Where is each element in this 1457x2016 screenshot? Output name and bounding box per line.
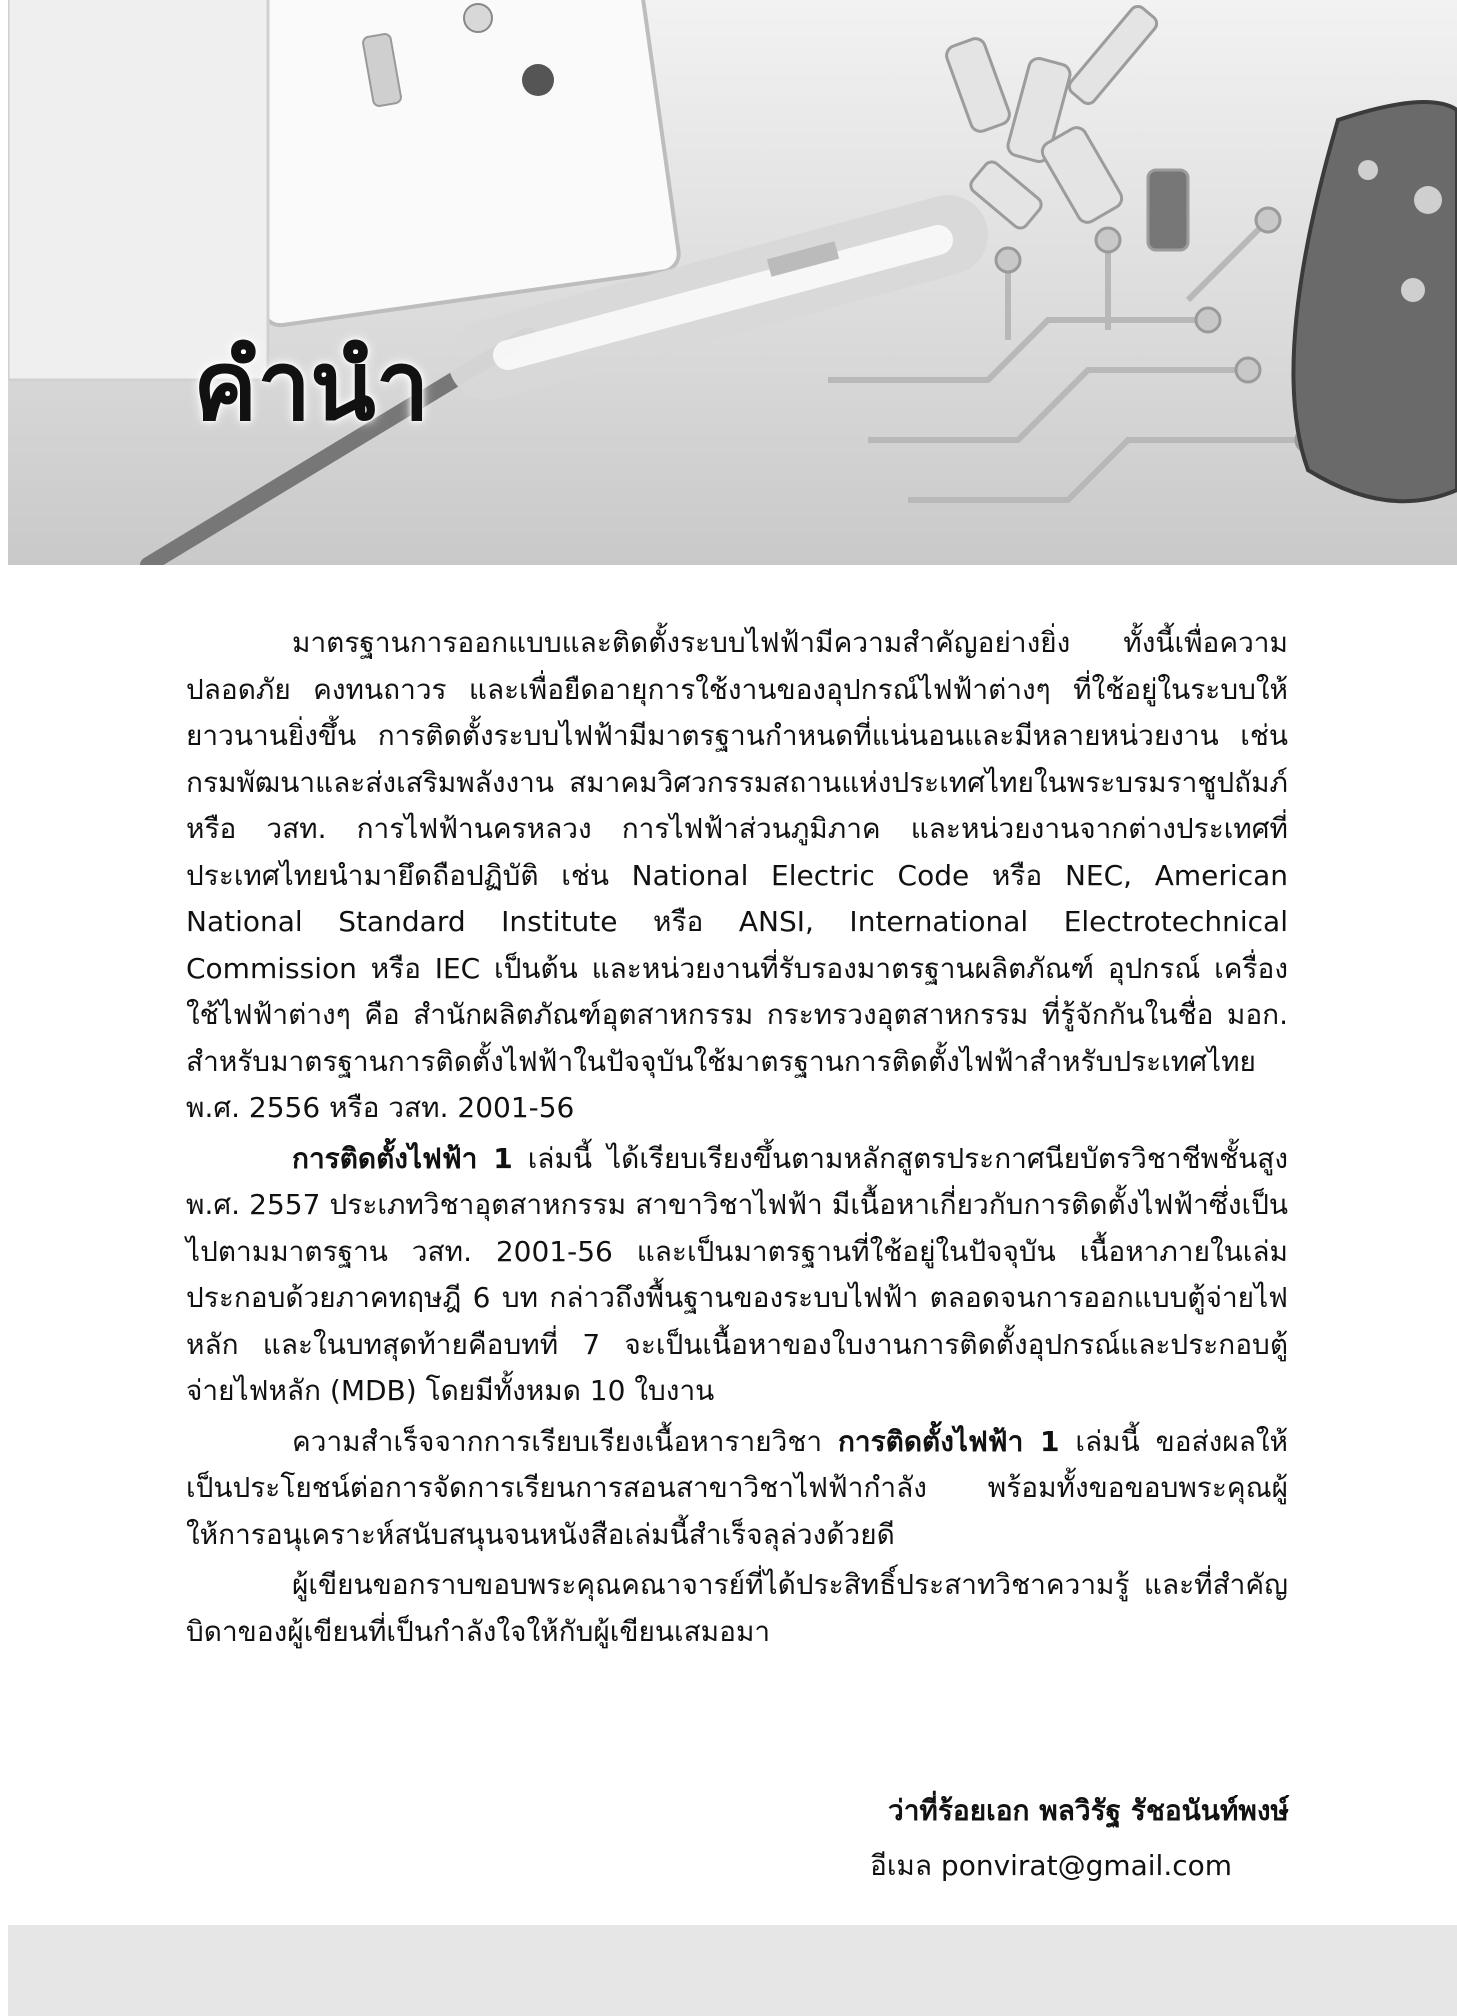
email-address: ponvirat@gmail.com (940, 1849, 1233, 1882)
author-name: ว่าที่ร้อยเอก พลวิรัฐ รัชอนันท์พงษ์ (887, 1794, 1289, 1827)
book-title-bold-2: การติดตั้งไฟฟ้า 1 (837, 1424, 1060, 1458)
page-title: คำนำ (193, 330, 429, 442)
footer-band (8, 1925, 1457, 2016)
book-title-bold: การติดตั้งไฟฟ้า 1 (292, 1141, 513, 1175)
paragraph-4: ผู้เขียนขอกราบขอบพระคุณคณาจารย์ที่ได้ประสิทธิ์ประสาทวิชาความรู้ และที่สำคัญบิดาของผู้เขียนที่เป็นกำลังใจให้กับผู้เขียนเสมอมา (186, 1568, 1288, 1648)
paragraph-2 (186, 1136, 1288, 1415)
electrical-tools-illustration (8, 0, 1457, 565)
email-label: อีเมล (870, 1849, 933, 1882)
paragraph-2-text: เล่มนี้ ได้เรียบเรียงขึ้นตามหลักสูตรประกาศนียบัตรวิชาชีพชั้นสูง พ.ศ. 2557 ประเภทวิชาอุตสาหกรรม สาขาวิชาไฟฟ้า มีเนื้อหาเกี่ยวกับการติดตั้งไฟฟ้าซึ่งเป็นไปตามมาตรฐาน วสท. 2001-56 และเป็นมาตรฐานที่ใช้อยู่ในปัจจุบัน เนื้อหาภายในเล่มประกอบด้วยภาคทฤษฎี 6 บท กล่าวถึงพื้นฐานของระบบไฟฟ้า ตลอดจนการออกแบบตู้จ่ายไฟหลัก และในบทสุดท้ายคือบทที่ 7 จะเป็นเนื้อหาของใบงานการติดตั้งอุปกรณ์และประกอบตู้จ่ายไฟหลัก (MDB) โดยมีทั้งหมด 10 ใบงาน (186, 1141, 1288, 1407)
preface-body (186, 620, 1288, 1659)
paragraph-3-start: ความสำเร็จจากการเรียบเรียงเนื้อหารายวิชา (292, 1424, 838, 1458)
author-email-line (870, 1844, 1232, 1888)
header-photo (8, 0, 1457, 565)
paragraph-1: มาตรฐานการออกแบบและติดตั้งระบบไฟฟ้ามีความสำคัญอย่างยิ่ง ทั้งนี้เพื่อความปลอดภัย คงทนถาวร และเพื่อยืดอายุการใช้งานของอุปกรณ์ไฟฟ้าต่างๆ ที่ใช้อยู่ในระบบให้ยาวนานยิ่งขึ้น การติดตั้งระบบไฟฟ้ามีมาตรฐานกำหนดที่แน่นอนและมีหลายหน่วยงาน เช่น กรมพัฒนาและส่งเสริมพลังงาน สมาคมวิศวกรรมสถานแห่งประเทศไทยในพระบรมราชูปถัมภ์ หรือ วสท. การไฟฟ้านครหลวง การไฟฟ้าส่วนภูมิภาค และหน่วยงานจากต่างประเทศที่ประเทศไทยนำมายึดถือปฏิบัติ เช่น National Electric Code หรือ NEC, American National Standard Institute หรือ ANSI, International Electrotechnical Commission หรือ IEC เป็นต้น และหน่วยงานที่รับรองมาตรฐานผลิตภัณฑ์ อุปกรณ์ เครื่องใช้ไฟฟ้าต่างๆ คือ สำนักผลิตภัณฑ์อุตสาหกรรม กระทรวงอุตสาหกรรม ที่รู้จักกันในชื่อ มอก. สำหรับมาตรฐานการติดตั้งไฟฟ้าในปัจจุบันใช้มาตรฐานการติดตั้งไฟฟ้าสำหรับประเทศไทย พ.ศ. 2556 หรือ วสท. 2001-56 (186, 626, 1288, 1124)
crimping-tool-shape (1293, 102, 1457, 501)
paragraph-3 (186, 1419, 1288, 1559)
paragraph-3-text: เล่มนี้ ขอส่งผลให้เป็นประโยชน์ต่อการจัดการเรียนการสอนสาขาวิชาไฟฟ้ากำลัง พร้อมทั้งขอขอบพระคุณผู้ให้การอนุเคราะห์สนับสนุนจนหนังสือเล่มนี้สำเร็จลุล่วงด้วยดี (186, 1424, 1288, 1551)
